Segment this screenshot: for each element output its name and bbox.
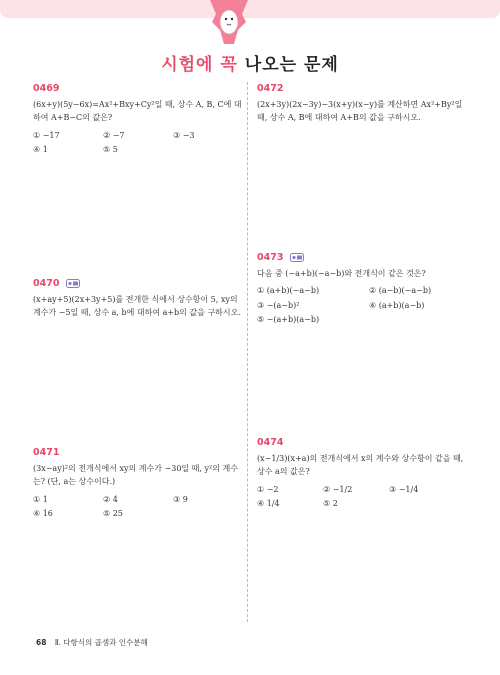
chapter-title: Ⅱ. 다항식의 곱셈과 인수분해 (54, 638, 148, 647)
page-footer (36, 637, 148, 648)
choice-2[interactable]: ② (a−b)(−a−b) (369, 286, 432, 295)
choice-3[interactable]: ③ 9 (173, 494, 188, 504)
calculator-badge-icon (290, 253, 304, 262)
choice-1[interactable]: ① −17 (33, 130, 60, 140)
title-part1: 시험에 (161, 55, 214, 75)
problem-0469 (33, 82, 245, 157)
mascot-illustration (206, 0, 252, 48)
title-part3: 나오는 문제 (244, 55, 339, 75)
choice-2[interactable]: ② 4 (103, 494, 118, 504)
problem-number (33, 277, 245, 291)
calculator-badge-icon (66, 279, 80, 288)
problem-text: (x+ay+5)(2x+3y+5)를 전개한 식에서 상수항이 5, xy의 계수가 −5일 때, 상수 a, b에 대하여 a+b의 값을 구하시오. (33, 294, 241, 317)
problem-number-text: 0470 (33, 278, 60, 289)
problem-text: (x−1/3)(x+a)의 전개식에서 x의 계수와 상수항이 같을 때, 상수 a의 값은? (257, 453, 464, 476)
problem-0473 (257, 251, 471, 327)
choice-4[interactable]: ④ 1 (33, 145, 48, 154)
choice-4[interactable]: ④ 1/4 (257, 499, 280, 508)
problem-number: 0474 (257, 437, 284, 448)
problem-number: 0471 (33, 447, 60, 458)
problem-text: (3x−ay)²의 전개식에서 xy의 계수가 −30일 때, y²의 계수는? (단, a는 상수이다.) (33, 463, 238, 486)
page-title (0, 50, 500, 75)
title-part2: 꼭 (220, 55, 238, 75)
column-divider (247, 82, 248, 622)
choice-3[interactable]: ③ −1/4 (389, 484, 419, 494)
problem-number: 0469 (33, 83, 60, 94)
problem-number: 0472 (257, 83, 284, 94)
problem-text: (6x+y)(5y−6x)=Ax²+Bxy+Cy²일 때, 상수 A, B, C에 대하여 A+B−C의 값은? (33, 99, 242, 122)
choice-5[interactable]: ⑤ 2 (323, 499, 338, 508)
choice-list (257, 284, 471, 327)
choice-4[interactable]: ④ 16 (33, 509, 53, 518)
problem-text: 다음 중 (−a+b)(−a−b)와 전개식이 같은 것은? (257, 268, 426, 278)
choice-5[interactable]: ⑤ 25 (103, 509, 123, 518)
choice-1[interactable]: ① −2 (257, 484, 279, 494)
choice-1[interactable]: ① 1 (33, 494, 48, 504)
problem-0470 (33, 277, 245, 320)
choice-3[interactable]: ③ −3 (173, 130, 195, 140)
choice-list (257, 483, 471, 511)
problem-0472 (257, 82, 471, 125)
problem-number-text: 0473 (257, 252, 284, 263)
problem-number (257, 251, 471, 265)
choice-list (33, 129, 245, 157)
choice-2[interactable]: ② −1/2 (323, 484, 353, 494)
choice-2[interactable]: ② −7 (103, 130, 125, 140)
choice-5[interactable]: ⑤ −(a+b)(a−b) (257, 315, 320, 324)
choice-list (33, 493, 245, 521)
choice-5[interactable]: ⑤ 5 (103, 145, 118, 154)
page-number: 68 (36, 638, 47, 647)
choice-1[interactable]: ① (a+b)(−a−b) (257, 286, 320, 295)
problem-0471 (33, 446, 245, 521)
choice-3[interactable]: ③ −(a−b)² (257, 300, 300, 310)
problem-0474 (257, 436, 471, 511)
choice-4[interactable]: ④ (a+b)(a−b) (369, 300, 425, 310)
problem-text: (2x+3y)(2x−3y)−3(x+y)(x−y)를 계산하면 Ax²+By²일 때, 상수 A, B에 대하여 A+B의 값을 구하시오. (257, 99, 463, 122)
